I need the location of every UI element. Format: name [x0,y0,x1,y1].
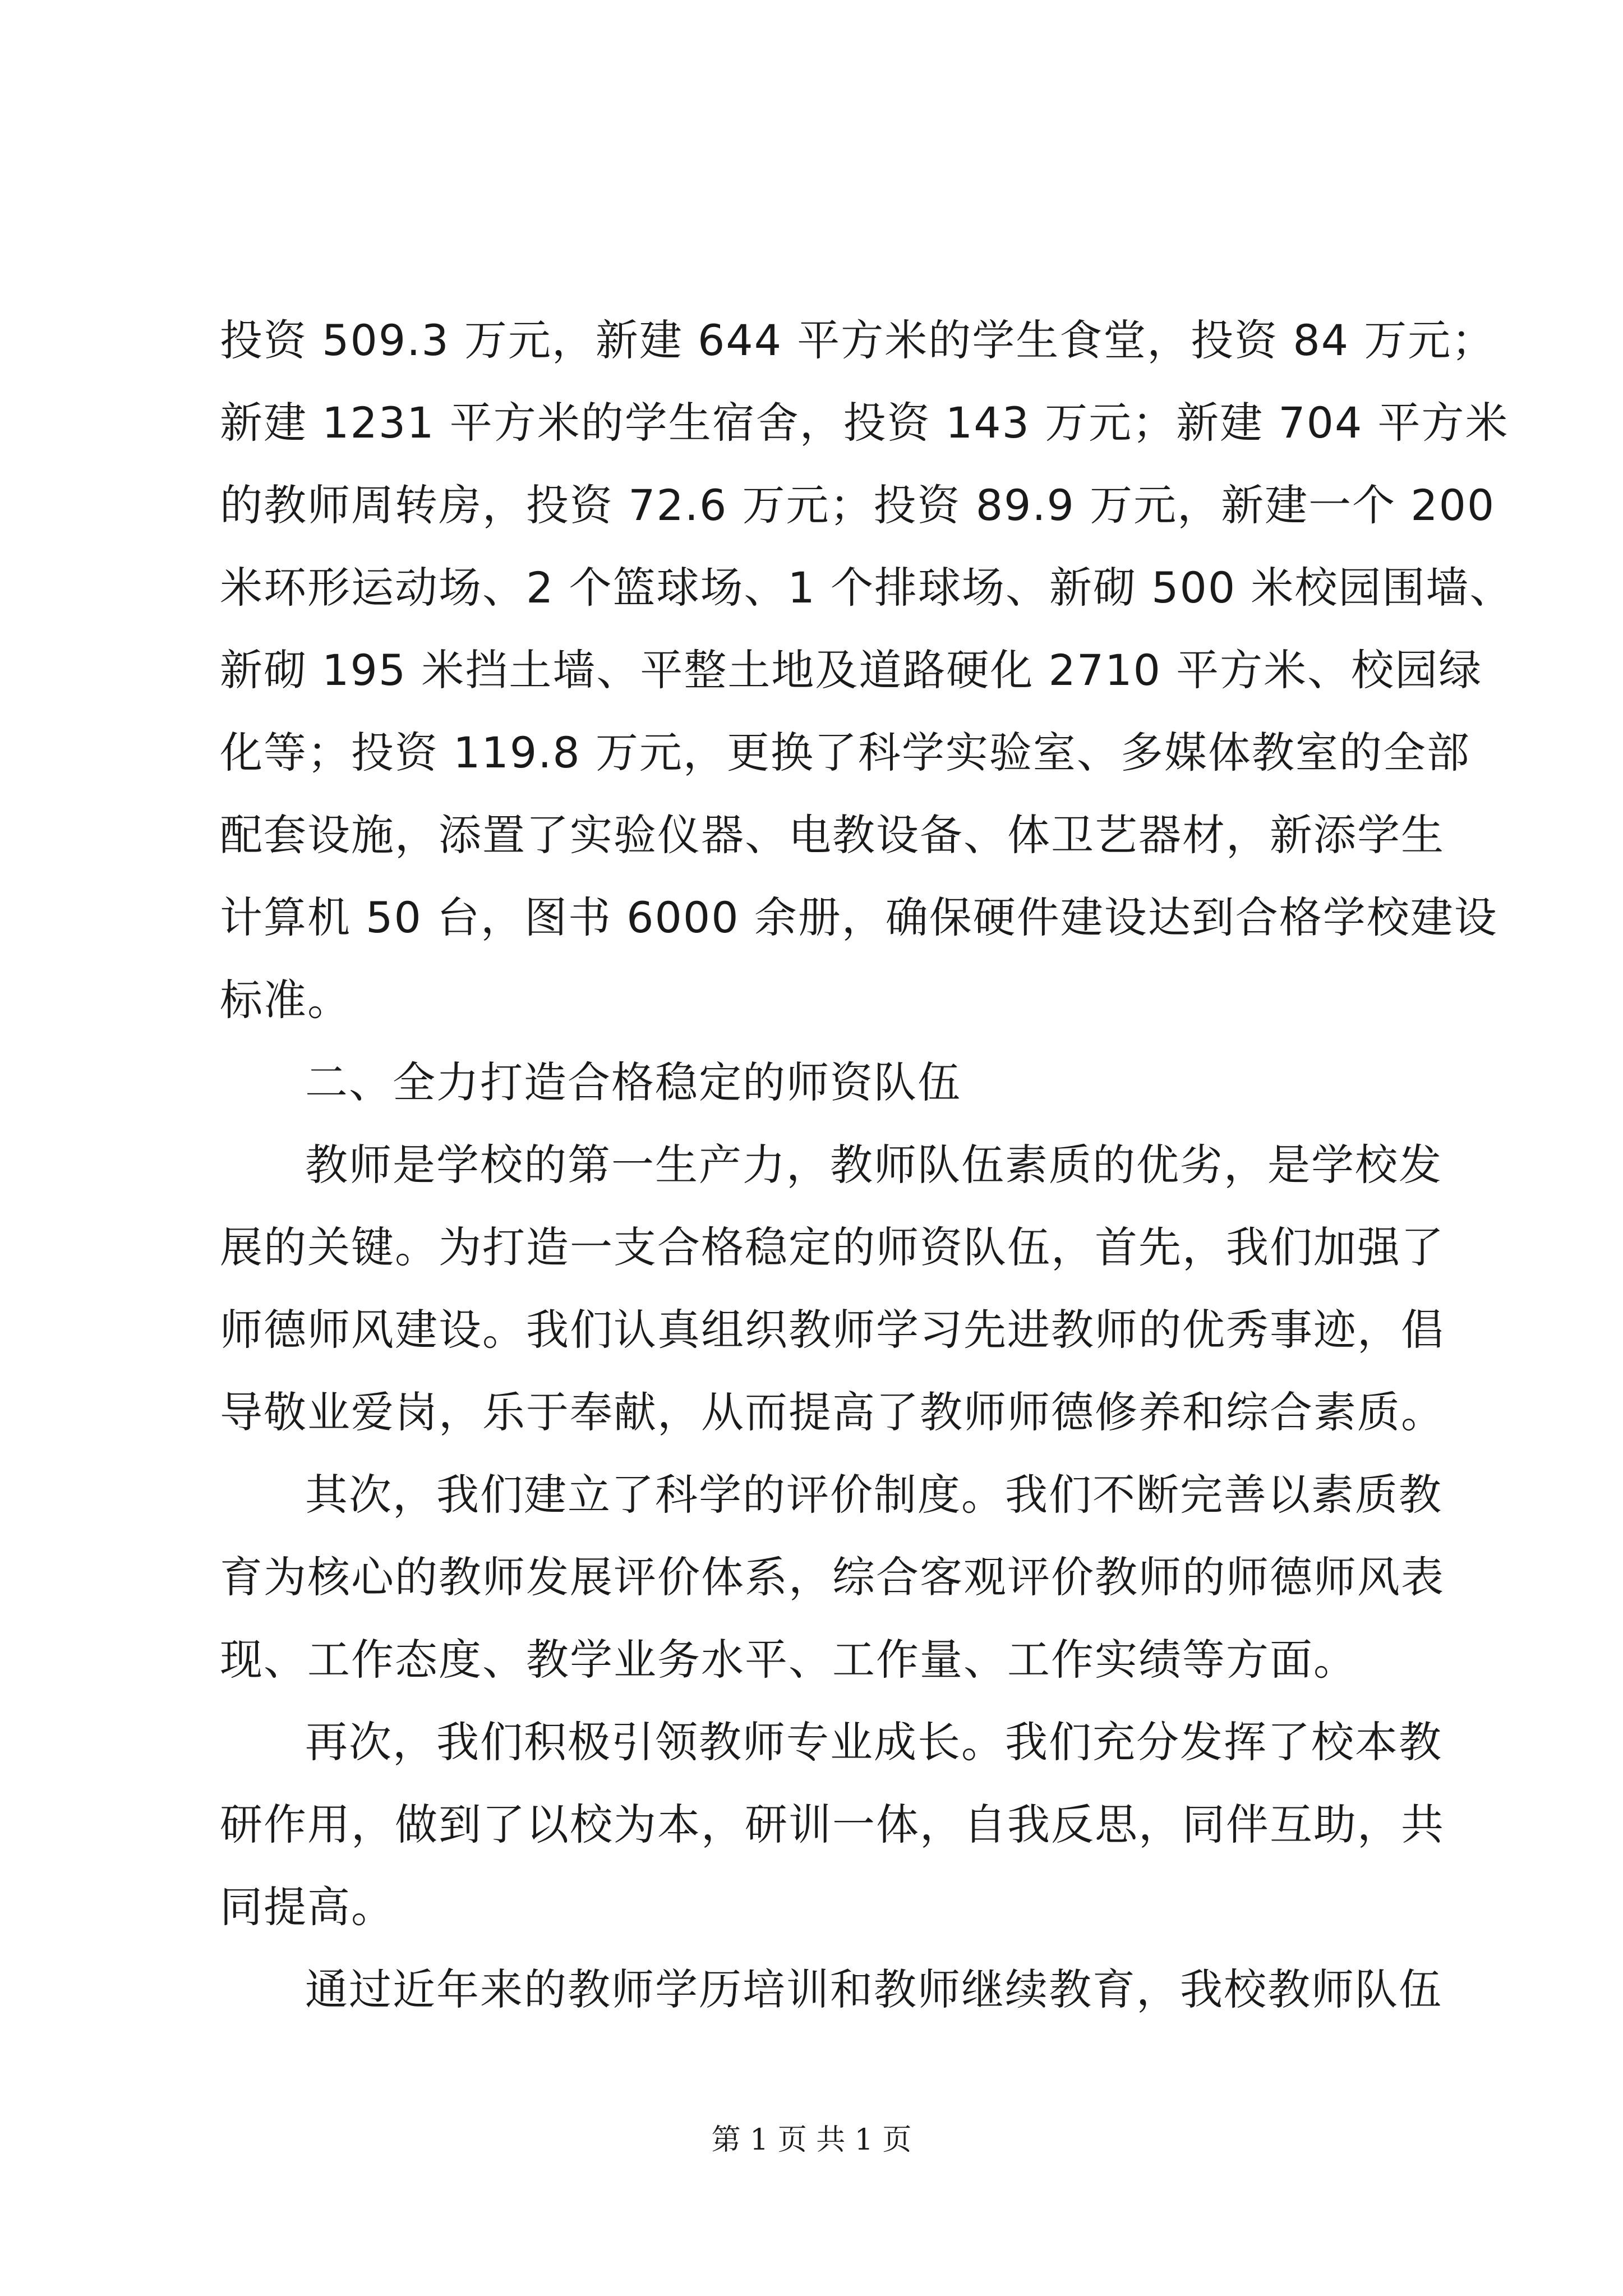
text-line: 师德师风建设。我们认真组织教师学习先进教师的优秀事迹，倡 [220,1305,1445,1355]
text-line: 化等；投资 119.8 万元，更换了科学实验室、多媒体教室的全部 [220,728,1470,777]
body-text [220,299,1514,2031]
text-line: 通过近年来的教师学历培训和教师继续教育，我校教师队伍 [305,1964,1442,2014]
text-line: 标准。 [220,975,351,1025]
page-footer: 第 1 页 共 1 页 [711,2123,912,2157]
text-line: 新砌 195 米挡土墙、平整土地及道路硬化 2710 平方米、校园绿 [220,645,1483,695]
text-line: 现、工作态度、教学业务水平、工作量、工作实绩等方面。 [220,1635,1357,1685]
text-line: 的教师周转房，投资 72.6 万元；投资 89.9 万元，新建一个 200 [220,480,1496,530]
text-line: 配套设施，添置了实验仪器、电教设备、体卫艺器材，新添学生 [220,810,1445,860]
text-line: 导敬业爱岗，乐于奉献，从而提高了教师师德修养和综合素质。 [220,1387,1445,1437]
text-line: 投资 509.3 万元，新建 644 平方米的学生食堂，投资 84 万元； [220,315,1496,365]
text-line: 教师是学校的第一生产力，教师队伍素质的优劣，是学校发 [305,1140,1442,1190]
text-line: 其次，我们建立了科学的评价制度。我们不断完善以素质教 [305,1470,1442,1520]
text-line: 同提高。 [220,1882,395,1932]
text-line: 米环形运动场、2 个篮球场、1 个排球场、新砌 500 米校园围墙、 [220,563,1514,613]
text-line: 育为核心的教师发展评价体系，综合客观评价教师的师德师风表 [220,1552,1445,1602]
text-line: 计算机 50 台，图书 6000 余册，确保硬件建设达到合格学校建设 [220,892,1498,942]
text-line: 二、全力打造合格稳定的师资队伍 [305,1057,961,1107]
text-line: 再次，我们积极引领教师专业成长。我们充分发挥了校本教 [305,1717,1442,1767]
text-line: 新建 1231 平方米的学生宿舍，投资 143 万元；新建 704 平方米 [220,398,1509,448]
text-line: 展的关键。为打造一支合格稳定的师资队伍，首先，我们加强了 [220,1222,1445,1272]
text-line: 研作用，做到了以校为本，研训一体，自我反思，同伴互助，共 [220,1800,1445,1849]
